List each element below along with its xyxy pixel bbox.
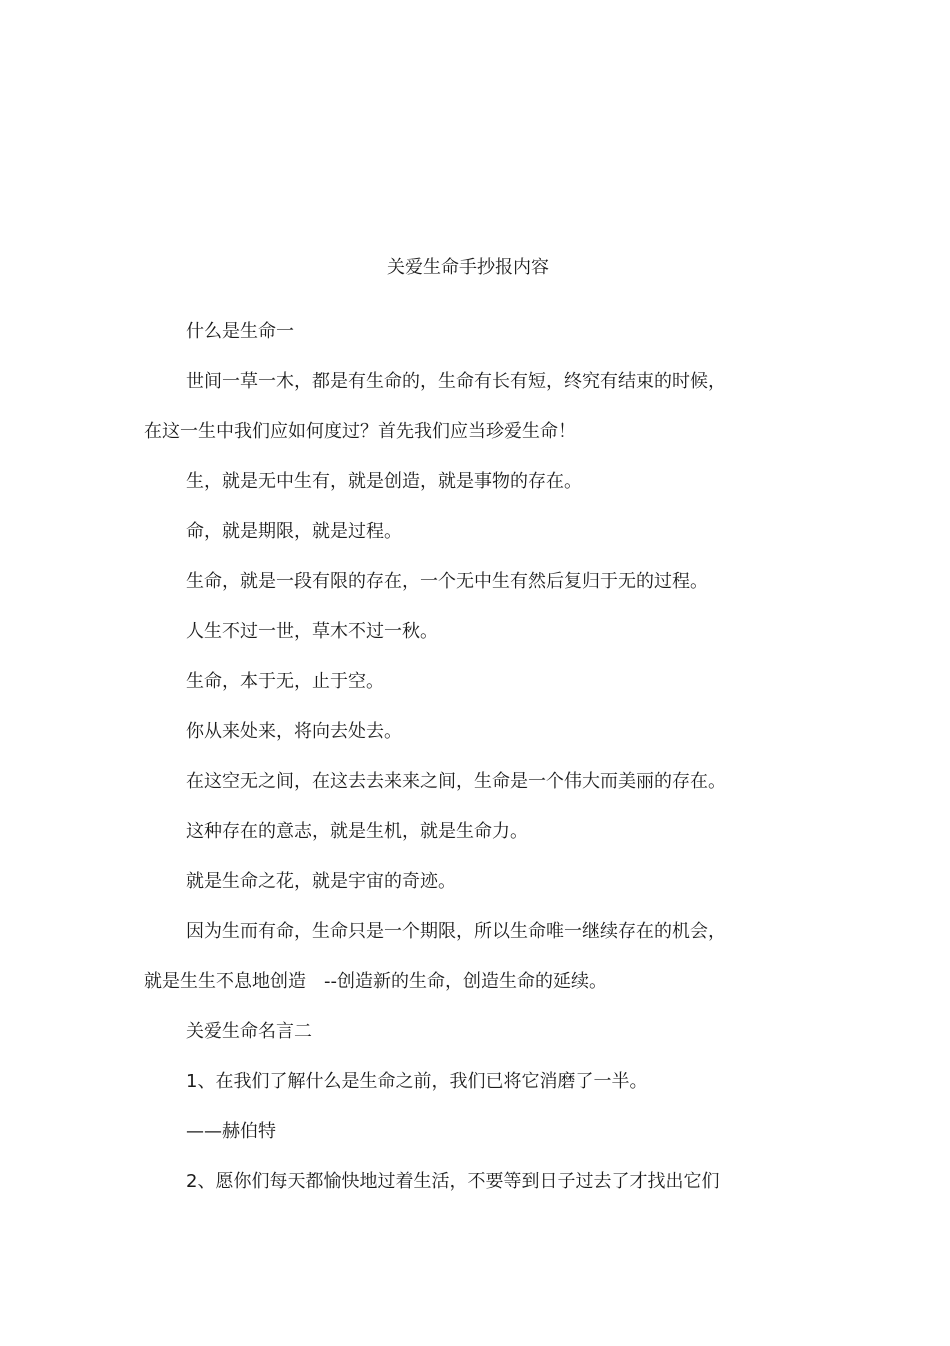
paragraph-line: 世间一草一木，都是有生命的，生命有长有短，终究有结束的时候， — [186, 371, 726, 392]
section-heading: 什么是生命一 — [186, 321, 294, 342]
paragraph-line: 命，就是期限，就是过程。 — [186, 521, 402, 542]
paragraph-line: 因为生而有命，生命只是一个期限，所以生命唯一继续存在的机会， — [186, 921, 726, 942]
quote-line: 1、在我们了解什么是生命之前，我们已将它消磨了一半。 — [186, 1071, 648, 1092]
document-title: 关爱生命手抄报内容 — [387, 257, 549, 278]
quote-line: 2、愿你们每天都愉快地过着生活，不要等到日子过去了才找出它们 — [186, 1171, 720, 1192]
paragraph-line: 就是生生不息地创造 --创造新的生命，创造生命的延续。 — [144, 971, 607, 992]
paragraph-line: 人生不过一世，草木不过一秋。 — [186, 621, 438, 642]
paragraph-line: 就是生命之花，就是宇宙的奇迹。 — [186, 871, 456, 892]
paragraph-line: 生命，就是一段有限的存在，一个无中生有然后复归于无的过程。 — [186, 571, 708, 592]
paragraph-line: 在这一生中我们应如何度过？首先我们应当珍爱生命！ — [144, 421, 576, 442]
paragraph-line: 你从来处来，将向去处去。 — [186, 721, 402, 742]
quote-attribution: ——赫伯特 — [186, 1121, 276, 1142]
paragraph-line: 这种存在的意志，就是生机，就是生命力。 — [186, 821, 528, 842]
paragraph-line: 在这空无之间，在这去去来来之间，生命是一个伟大而美丽的存在。 — [186, 771, 726, 792]
paragraph-line: 生命，本于无，止于空。 — [186, 671, 384, 692]
paragraph-line: 生，就是无中生有，就是创造，就是事物的存在。 — [186, 471, 582, 492]
section-heading: 关爱生命名言二 — [186, 1021, 312, 1042]
